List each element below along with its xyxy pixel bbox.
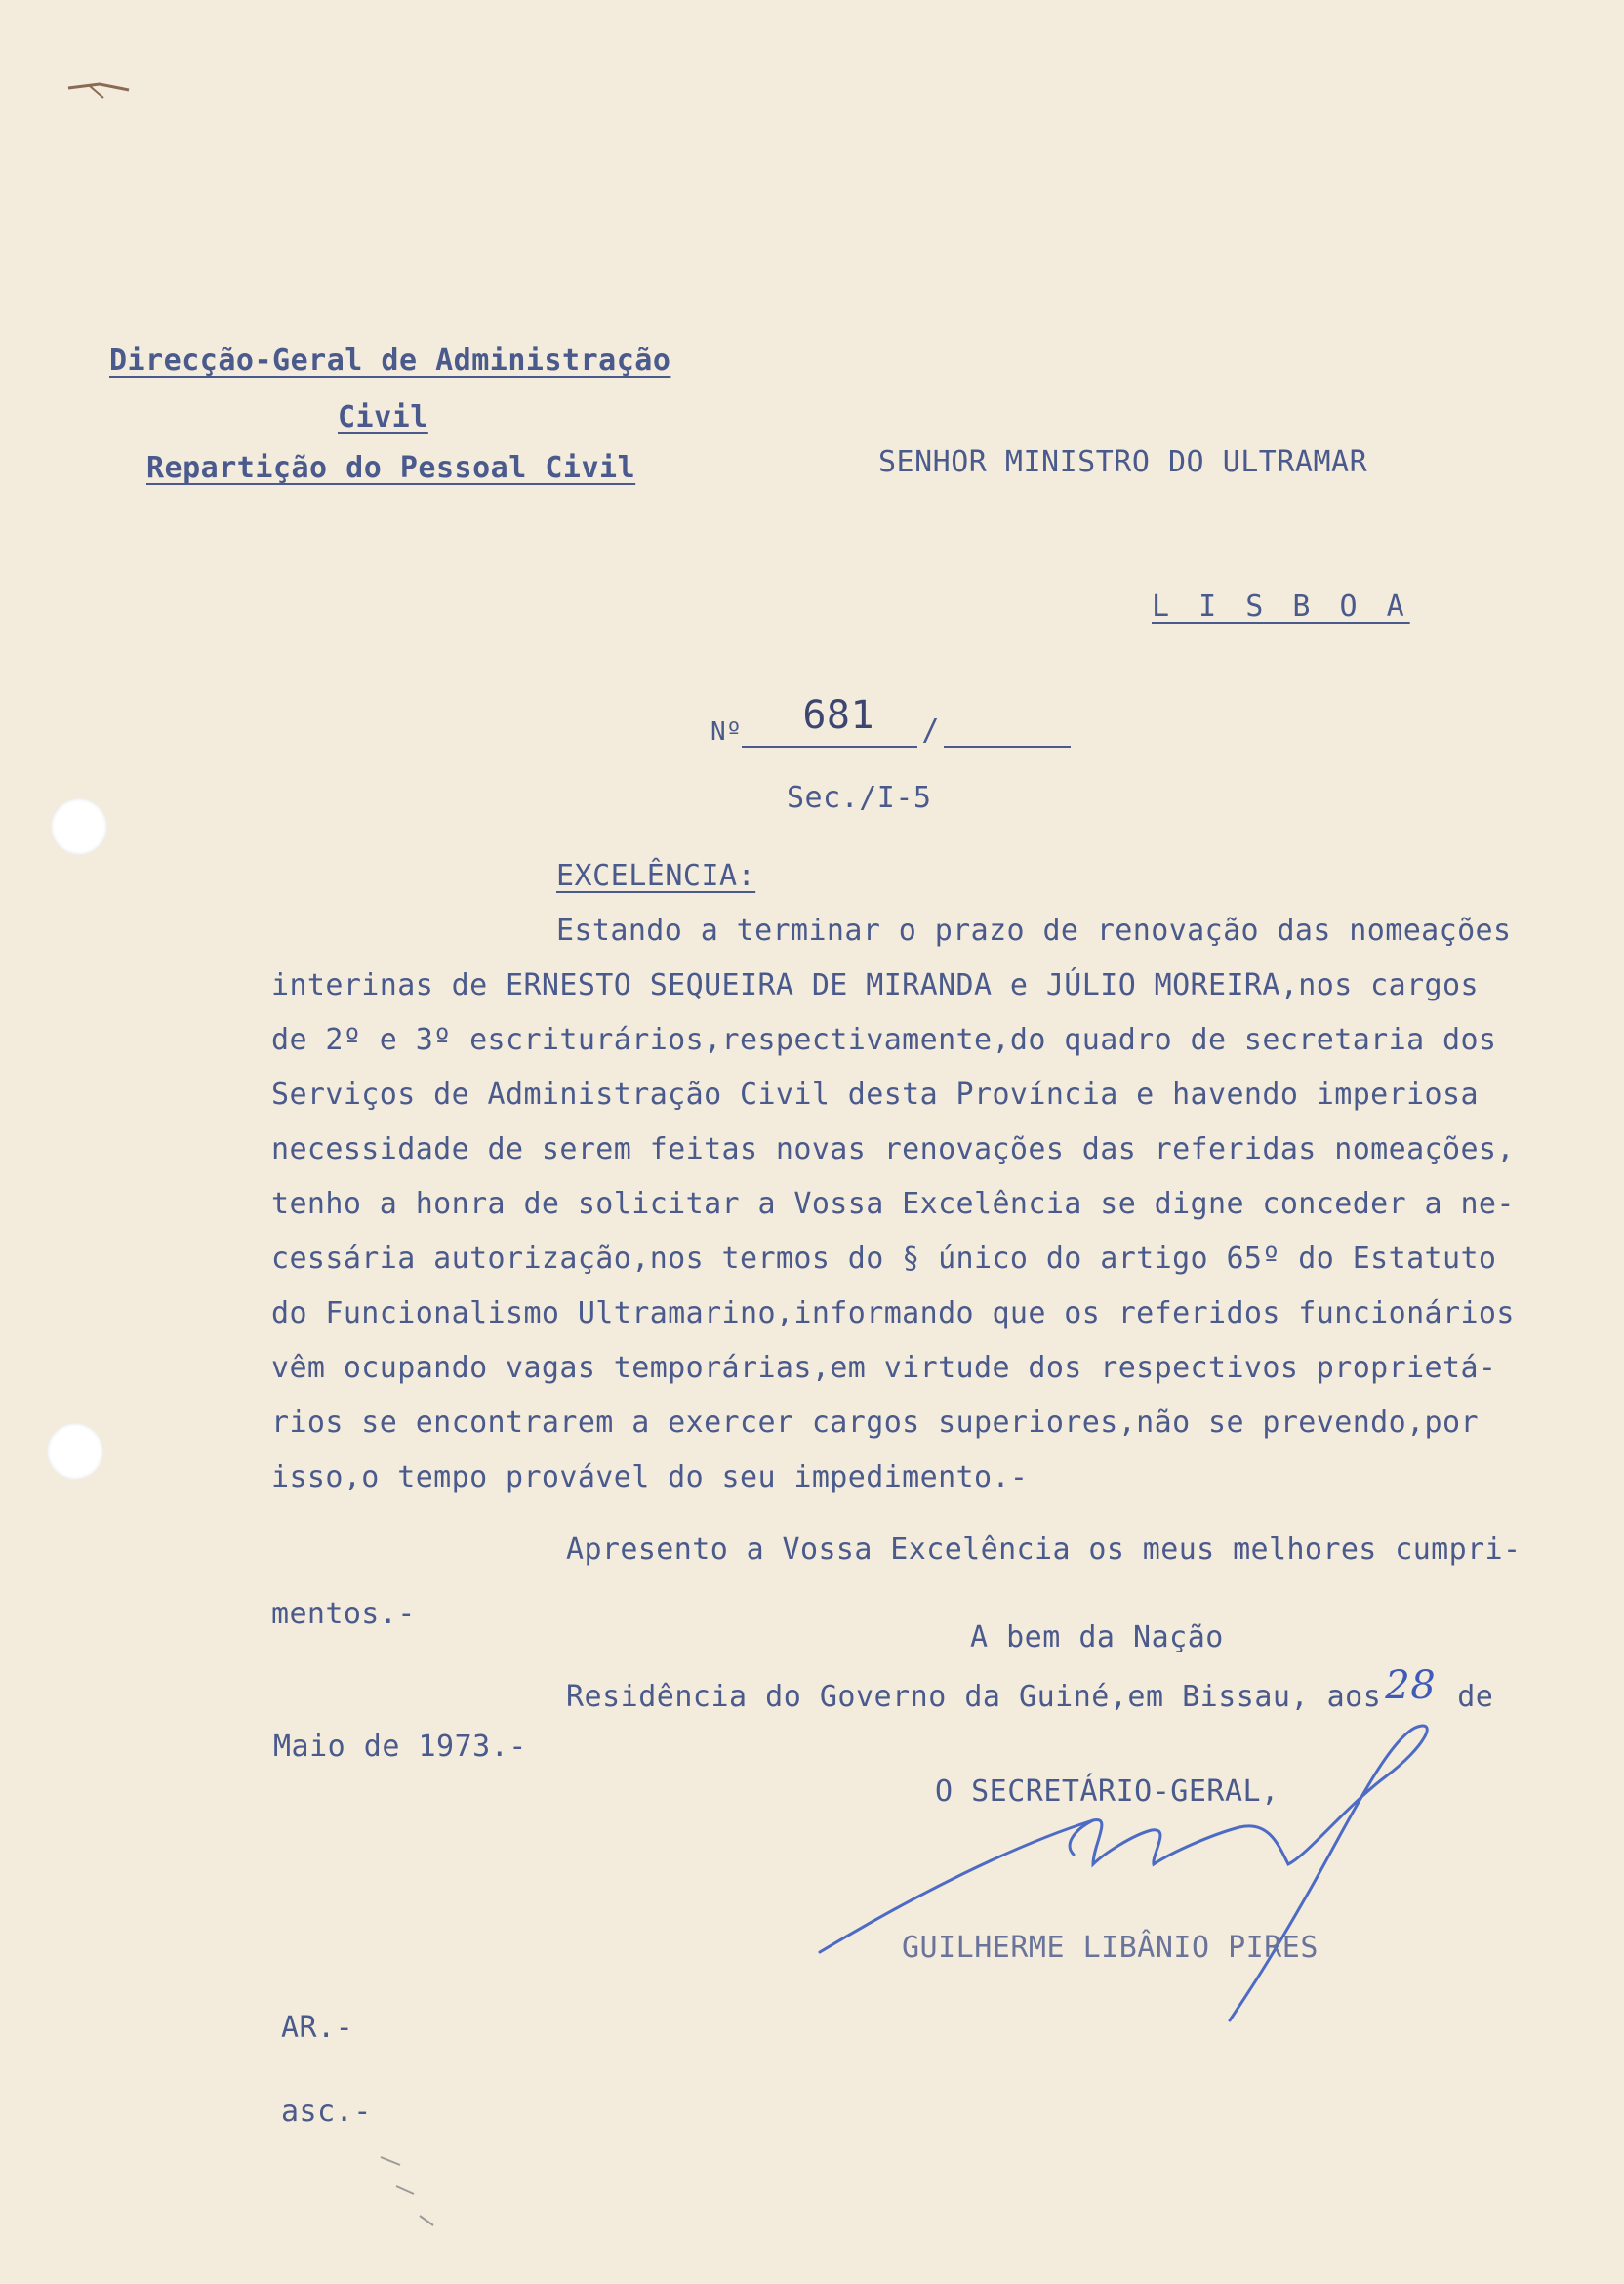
paragraph-1-line: vêm ocupando vagas temporárias,em virtude dos respectivos proprietá-: [271, 1351, 1497, 1385]
punch-hole-bottom: [47, 1423, 103, 1480]
reference-prefix: Nº: [710, 717, 743, 747]
closing-date-line: Maio de 1973.-: [273, 1730, 527, 1764]
reference-year-field: [944, 713, 1071, 748]
footer-initials-1: AR.-: [281, 2011, 354, 2045]
closing-motto: A bem da Nação: [970, 1620, 1224, 1654]
addressee: SENHOR MINISTRO DO ULTRAMAR: [878, 445, 1368, 479]
paragraph-2-line: Apresento a Vossa Excelência os meus melhores cumpri-: [566, 1532, 1522, 1567]
salutation: EXCELÊNCIA:: [556, 859, 756, 893]
paragraph-1-line: do Funcionalismo Ultramarino,informando que os referidos funcionários: [271, 1296, 1515, 1330]
paragraph-1-line: Estando a terminar o prazo de renovação das nomeações: [556, 914, 1512, 948]
closing-day: 28: [1385, 1663, 1437, 1708]
paragraph-1-line: interinas de ERNESTO SEQUEIRA DE MIRANDA e JÚLIO MOREIRA,nos cargos: [271, 968, 1479, 1002]
reference-number: 681: [802, 693, 875, 738]
department-line-2: Civil: [338, 400, 428, 434]
closing-place-suffix: de: [1457, 1680, 1494, 1714]
reference-separator: /: [921, 714, 940, 748]
reference-section: Sec./I-5: [787, 781, 932, 815]
paragraph-1-line: Serviços de Administração Civil desta Província e havendo imperiosa: [271, 1078, 1479, 1112]
department-line-3: Repartição do Pessoal Civil: [146, 451, 636, 485]
paragraph-1-line: de 2º e 3º escriturários,respectivamente,do quadro de secretaria dos: [271, 1023, 1497, 1057]
paragraph-1-line: tenho a honra de solicitar a Vossa Excelência se digne conceder a ne-: [271, 1187, 1515, 1221]
footer-initials-2: asc.-: [281, 2095, 372, 2129]
handwritten-signature: [800, 1718, 1464, 2030]
paragraph-1-line: rios se encontrarem a exercer cargos superiores,não se prevendo,por: [271, 1406, 1479, 1440]
paragraph-1-line: cessária autorização,nos termos do § único do artigo 65º do Estatuto: [271, 1242, 1497, 1276]
department-line-1: Direcção-Geral de Administração: [109, 344, 671, 378]
signatory-title: O SECRETÁRIO-GERAL,: [935, 1774, 1279, 1809]
closing-place-prefix: Residência do Governo da Guiné,em Bissau, aos: [566, 1680, 1382, 1714]
punch-hole-top: [51, 798, 107, 855]
stray-marks: [371, 2147, 449, 2235]
paragraph-2-line: mentos.-: [271, 1597, 416, 1631]
addressee-city: L I S B O A: [1152, 590, 1410, 624]
paragraph-1-line: necessidade de serem feitas novas renovações das referidas nomeações,: [271, 1132, 1515, 1166]
reference-number-field: [742, 693, 917, 748]
signatory-name: GUILHERME LIBÂNIO PIRES: [902, 1931, 1319, 1965]
staple-mark-icon: [61, 70, 139, 109]
reference-number-line: [710, 693, 1071, 748]
closing-place-line: [566, 1663, 1494, 1716]
paragraph-1-line: isso,o tempo provável do seu impedimento.-: [271, 1460, 1029, 1494]
